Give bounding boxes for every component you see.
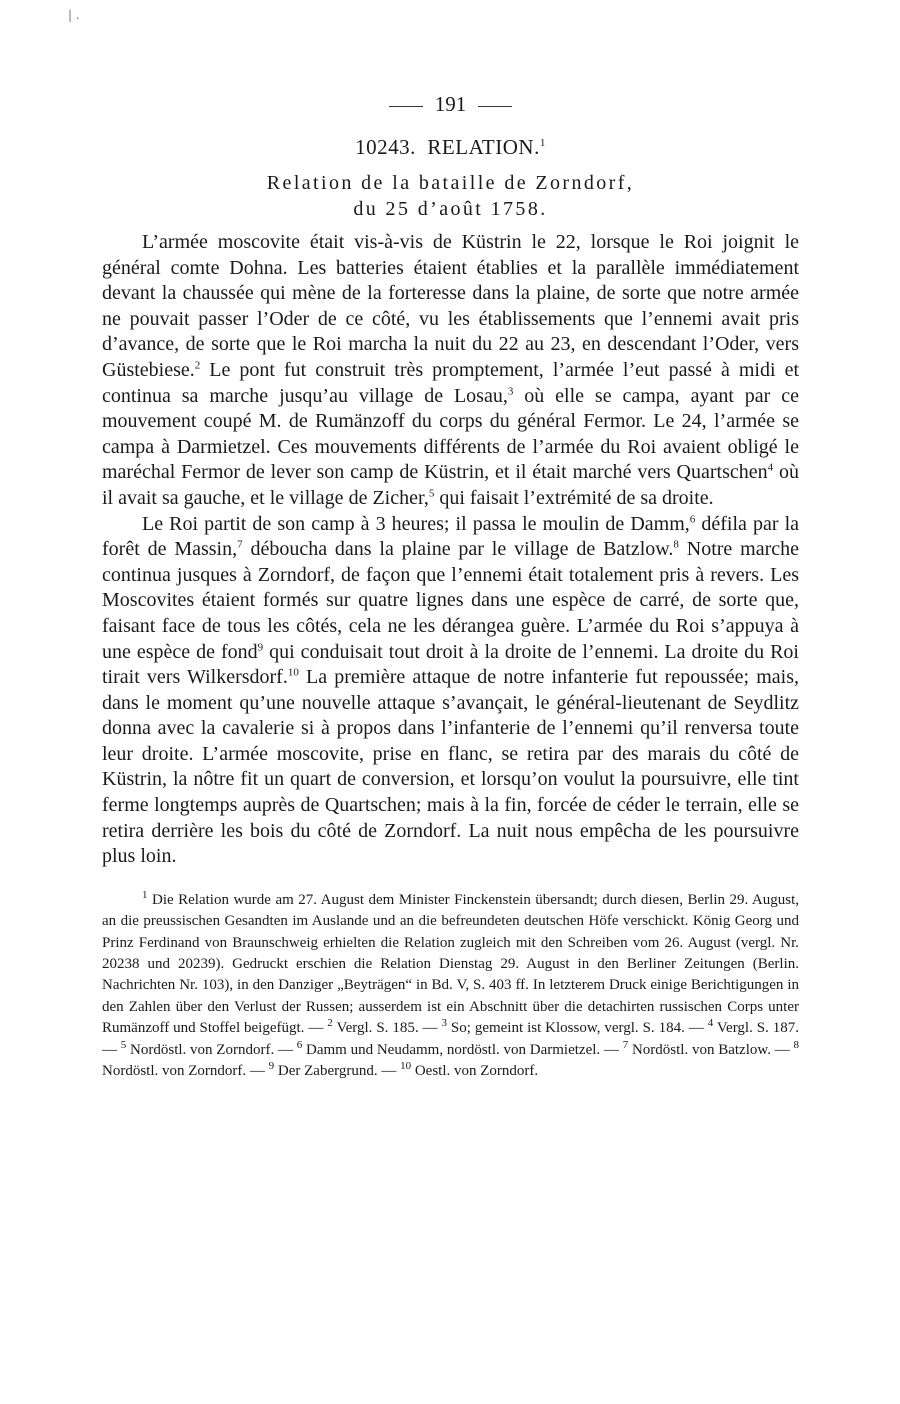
text-run: où il avait sa gauche, et le village de Zicher, bbox=[102, 461, 799, 509]
footnote-marker: 8 bbox=[793, 1038, 800, 1051]
title-line-2: du 25 d’août 1758. bbox=[353, 198, 548, 220]
footnote-ref: 3 bbox=[507, 384, 514, 397]
document-label: RELATION. bbox=[427, 135, 540, 159]
text-run: où elle se campa, ayant par ce mouvement coupé M. de Rumänzoff du corps du général Fermor. Le 24, l’armée se campa à Darmietzel. Ces mouvements différents de l’armée du Roi avaient obligé le maréchal Fermor de lever son camp de Küstrin, et il était marché vers Quartschen bbox=[102, 384, 799, 484]
footnote-text: Nordöstl. von Zorndorf. — bbox=[126, 1041, 293, 1058]
text-run: Le pont fut construit très promptement, l’armée l’eut passé à midi et continua sa marche jusqu’au village de Losau, bbox=[102, 358, 799, 407]
footnote-text: So; gemeint ist Klossow, vergl. S. 184. — bbox=[446, 1020, 704, 1037]
title-line-1: Relation de la bataille de Zorndorf, bbox=[266, 172, 635, 194]
text-run: La première attaque de notre infanterie fut repoussée; mais, dans le moment qu’une nouvelle attaque s’avançait, le général-lieutenant de Seydlitz donna avec la cavalerie si à propos dans l’infanterie de l’ennemi qu’il renversa toute leur droite. L’armée moscovite, prise en flanc, se retira par des marais du côté de Küstrin, la nôtre fit un quart de conversion, et lorsqu’on voulut la poursuivre, elle tint ferme longtemps auprès de Quartschen; mais à la fin, forcée de céder le terrain, elle se retira derrière les bois du côté de Zorndorf. La nuit nous empêcha de les poursuivre plus loin. bbox=[102, 666, 799, 868]
page-number-line bbox=[102, 88, 799, 120]
footnote-text: Der Zabergrund. — bbox=[274, 1063, 397, 1080]
footnote-ref: 8 bbox=[673, 538, 679, 551]
footnote-ref: 4 bbox=[767, 461, 774, 474]
text-run: qui conduisait tout droit à la droite de l’ennemi. La droite du Roi tirait vers Wilkersdorf. bbox=[102, 640, 799, 689]
footnote-marker: 10 bbox=[400, 1060, 412, 1073]
document-number: 10243. bbox=[355, 135, 416, 159]
footnote-ref: 5 bbox=[428, 487, 435, 500]
page-number: 191 bbox=[434, 92, 467, 116]
text-run: Notre marche continua jusques à Zorndorf, de façon que l’ennemi était totalement pris à revers. Les Moscovites étaient formés sur quatre lignes dans une espèce de carré, de sorte que, faisant face de tous les côtés, cela ne les dérangea guère. L’armée du Roi s’appuya à une espèce de fond bbox=[102, 538, 799, 663]
footnote-text: Vergl. S. 185. — bbox=[332, 1020, 438, 1037]
footnote-text: Nordöstl. von Zorndorf. — bbox=[102, 1063, 265, 1080]
footnote-ref: 10 bbox=[287, 666, 299, 679]
text-run: déboucha dans la plaine par le village de Batzlow. bbox=[242, 538, 674, 561]
text-run: Le Roi partit de son camp à 3 heures; il passa le moulin de Damm, bbox=[142, 512, 690, 535]
footnote-marker: 7 bbox=[622, 1038, 629, 1051]
footnote-ref: 2 bbox=[194, 359, 201, 372]
footnote-text: Die Relation wurde am 27. August dem Minister Finckenstein übersandt; durch diesen, Berlin 29. August, an die preussischen Gesandten im Auslande und an die befreundeten deutschen Höfe verschickt. König Georg und Prinz Ferdinand von Braunschweig erhielten die Relation zugleich mit den Schreiben vom 26. August (vergl. Nr. 20238 und 20239). Gedruckt erschien die Relation Dienstag 29. August in den Berliner Zeitungen (Berlin. Nachrichten Nr. 103), in den Danziger „Beyträgen“ in Bd. V, S. 403 ff. In letzterem Druck einige Berichtigungen in den Zahlen über den Verlust der Russen; ausserdem ist ein Abschnitt über die detachirten russischen Corps unter Rumänzoff und Stoffel beigefügt. — bbox=[102, 891, 799, 1037]
footnote-text: Damm und Neudamm, nordöstl. von Darmietzel. — bbox=[302, 1041, 619, 1058]
footnote-marker: 5 bbox=[120, 1038, 127, 1051]
footnote-1 bbox=[102, 890, 799, 1083]
footnote-ref: 1 bbox=[539, 137, 546, 149]
footnote-text: Vergl. S. 187. — bbox=[102, 1020, 800, 1058]
footnote-marker: 9 bbox=[268, 1060, 275, 1073]
footnote-marker: 2 bbox=[327, 1017, 333, 1030]
dash-right bbox=[478, 106, 512, 107]
footnote-ref: 7 bbox=[237, 538, 243, 551]
document-heading bbox=[102, 132, 799, 162]
document-page bbox=[102, 88, 799, 1083]
text-run: défila par la forêt de Massin, bbox=[102, 512, 800, 561]
dash-left bbox=[389, 106, 423, 107]
text-run: qui faisait l’extrémité de sa droite. bbox=[434, 486, 714, 509]
footnote-text: Oestl. von Zorndorf. bbox=[411, 1063, 539, 1080]
footnote-text: Nordöstl. von Batzlow. — bbox=[628, 1041, 790, 1058]
footnote-ref: 6 bbox=[689, 512, 696, 525]
paragraph-2 bbox=[102, 512, 799, 870]
footnote-marker: 4 bbox=[707, 1017, 714, 1030]
text-run: L’armée moscovite était vis-à-vis de Küstrin le 22, lorsque le Roi joignit le général comte Dohna. Les batteries étaient établies et la parallèle immédiatement devant la chaussée qui mène de la forteresse dans la plaine, de sorte que notre armée ne pouvait passer l’Oder de ce côté, vu les établissements que l’ennemi avait pris d’avance, de sorte que le Roi marcha la nuit du 22 au 23, en descendant l’Oder, vers Güstebiese. bbox=[102, 231, 799, 381]
paragraph-1 bbox=[102, 230, 799, 512]
footnote-marker: 6 bbox=[296, 1038, 303, 1051]
corner-mark: | . bbox=[68, 8, 80, 22]
footnote-marker: 1 bbox=[142, 888, 148, 901]
footnote-ref: 9 bbox=[257, 640, 264, 653]
body-text bbox=[102, 230, 799, 870]
footnotes bbox=[102, 890, 799, 1083]
footnote-marker: 3 bbox=[441, 1017, 447, 1030]
